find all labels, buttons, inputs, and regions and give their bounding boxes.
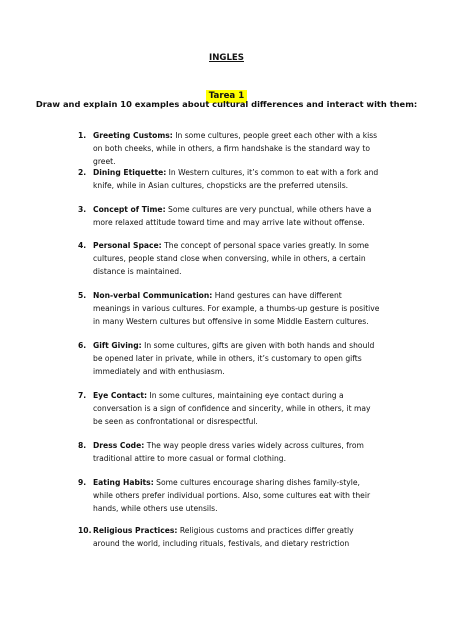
list-item-number: 8. [78,441,87,450]
task-label: Tarea 1 [206,90,247,103]
list-item [80,339,380,378]
list-item-text: Some cultures are very punctual, while others have a more relaxed attitude toward time and may arrive late without offense. [93,205,372,228]
list-item-title: Eating Habits: [93,478,154,487]
list-item [80,289,380,328]
list-item [80,389,380,428]
list-item-title: Eye Contact: [93,391,148,400]
list-item-title: Dining Etiquette: [93,168,167,177]
list-item-number: 9. [78,478,87,487]
list-item-number: 1. [78,131,87,140]
list-item [80,439,380,465]
list-item-number: 10. [78,526,92,535]
list-item-number: 5. [78,291,87,300]
list-item-number: 2. [78,168,87,177]
list-item-text: The concept of personal space varies greatly. In some cultures, people stand close when conversing, while in others, a certain distance is maintained. [93,241,369,277]
list-item-title: Dress Code: [93,441,145,450]
list-item [80,129,380,168]
list-item [80,524,380,550]
instruction-text: Draw and explain 10 examples about cultural differences and interact with them: [35,99,418,109]
list-item-body [93,203,380,229]
list-item-text: In some cultures, people greet each other with a kiss on both cheeks, while in others, a firm handshake is the standard way to greet. [93,131,378,167]
list-item-text: Religious customs and practices differ greatly around the world, including rituals, festivals, and dietary restriction [93,526,354,549]
list-item-title: Personal Space: [93,241,162,250]
list-item [80,239,380,278]
list-item-number: 4. [78,241,87,250]
list-item [80,476,380,515]
list-item-body [93,129,380,168]
list-item-body [93,439,380,465]
list-item-title: Gift Giving: [93,341,142,350]
document-heading: INGLES [209,53,244,63]
list-item-text: In some cultures, gifts are given with both hands and should be opened later in private, while in others, it’s customary to open gifts immediately and with enthusiasm. [93,341,375,377]
list-item [80,166,380,192]
list-item-body [93,524,380,550]
list-item-number: 7. [78,391,87,400]
list-item-text: The way people dress varies widely across cultures, from traditional attire to more casual or formal clothing. [93,441,364,464]
list-item [80,203,380,229]
list-item-number: 3. [78,205,87,214]
list-item-title: Religious Practices: [93,526,178,535]
list-item-title: Non-verbal Communication: [93,291,213,300]
list-item-text: In some cultures, maintaining eye contact during a conversation is a sign of confidence and sincerity, while in others, it may be seen as confrontational or disrespectful. [93,391,371,427]
list-item-body [93,339,380,378]
list-item-title: Greeting Customs: [93,131,173,140]
list-item-text: Some cultures encourage sharing dishes family-style, while others prefer individual portions. Also, some cultures eat with their hands, while others use utensils. [93,478,371,514]
list-item-text: Hand gestures can have different meanings in various cultures. For example, a thumbs-up gesture is positive in many Western cultures but offensive in some Middle Eastern cultures. [93,291,380,327]
list-item-number: 6. [78,341,87,350]
list-item-text: In Western cultures, it’s common to eat with a fork and knife, while in Asian cultures, chopsticks are the preferred utensils. [93,168,379,191]
list-item-body [93,476,380,515]
list-item-title: Concept of Time: [93,205,166,214]
list-item-body [93,239,380,278]
list-item-body [93,389,380,428]
list-item-body [93,289,380,328]
list-item-body [93,166,380,192]
